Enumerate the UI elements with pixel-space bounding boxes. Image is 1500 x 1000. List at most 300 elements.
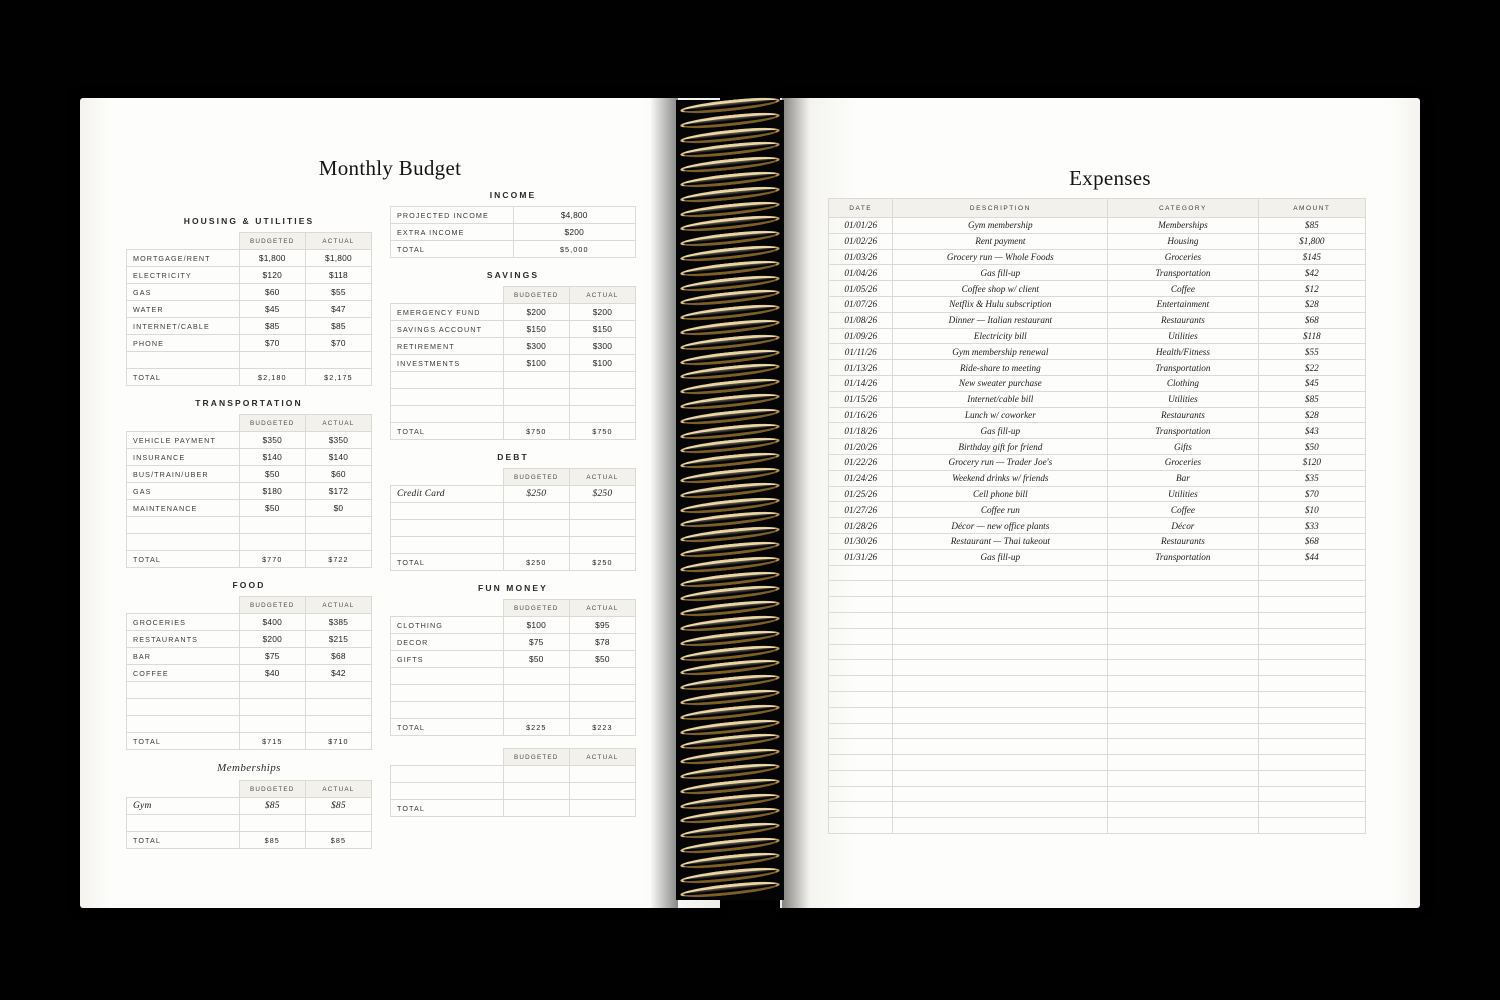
expense-category: Groceries xyxy=(1108,249,1258,265)
budget-section-title: SAVINGS xyxy=(486,270,540,280)
expense-row[interactable] xyxy=(829,486,1366,502)
budget-row[interactable] xyxy=(391,406,636,423)
expense-description: Dinner — Italian restaurant xyxy=(893,312,1108,328)
expense-date: 01/15/26 xyxy=(829,391,893,407)
expense-cell-empty xyxy=(893,676,1108,692)
budget-row-label xyxy=(127,517,240,534)
budget-col-header: BUDGETED xyxy=(503,749,569,766)
budget-row-actual: $85 xyxy=(305,318,371,335)
expense-row-empty[interactable] xyxy=(829,565,1366,581)
spiral-coil xyxy=(676,588,784,601)
budget-row[interactable] xyxy=(127,648,372,665)
expense-cell-empty xyxy=(1108,770,1258,786)
budget-total-actual: $710 xyxy=(305,733,371,750)
budget-row[interactable] xyxy=(127,352,372,369)
expense-row-empty[interactable] xyxy=(829,628,1366,644)
budget-row-label xyxy=(391,372,504,389)
budget-row-budgeted xyxy=(239,534,305,551)
expenses-col-header: AMOUNT xyxy=(1258,199,1365,218)
expense-date: 01/04/26 xyxy=(829,265,893,281)
budget-row[interactable] xyxy=(391,617,636,634)
budget-row[interactable] xyxy=(127,716,372,733)
expense-cell-empty xyxy=(1258,691,1365,707)
budget-row-actual: $60 xyxy=(305,466,371,483)
expense-row[interactable] xyxy=(829,549,1366,565)
budget-row[interactable] xyxy=(127,432,372,449)
expense-cell-empty xyxy=(829,612,893,628)
expense-amount: $55 xyxy=(1258,344,1365,360)
budget-row-label: Credit Card xyxy=(391,486,504,503)
expense-amount: $12 xyxy=(1258,281,1365,297)
budget-col-header: ACTUAL xyxy=(305,233,371,250)
expense-cell-empty xyxy=(829,818,893,834)
budget-row-actual: $300 xyxy=(569,338,635,355)
expense-cell-empty xyxy=(893,581,1108,597)
budget-row[interactable] xyxy=(127,614,372,631)
budget-row-label xyxy=(127,815,240,832)
budget-row-actual xyxy=(569,766,635,783)
expense-amount: $28 xyxy=(1258,296,1365,312)
budget-row-actual xyxy=(305,699,371,716)
spiral-coil xyxy=(676,677,784,690)
spiral-coil xyxy=(676,115,784,128)
budget-row-budgeted: $120 xyxy=(239,267,305,284)
spiral-coil xyxy=(676,278,784,291)
budget-row-actual: $95 xyxy=(569,617,635,634)
budget-row[interactable] xyxy=(391,685,636,702)
budget-total-budgeted: $250 xyxy=(503,554,569,571)
spiral-coil xyxy=(676,781,784,794)
expense-row-empty[interactable] xyxy=(829,802,1366,818)
budget-row-label: MORTGAGE/RENT xyxy=(127,250,240,267)
budget-row-label: INSURANCE xyxy=(127,449,240,466)
spiral-coil xyxy=(676,470,784,483)
budget-row-label xyxy=(391,520,504,537)
budget-row-budgeted xyxy=(503,372,569,389)
spiral-coil xyxy=(676,736,784,749)
budget-row[interactable] xyxy=(391,321,636,338)
budget-row[interactable] xyxy=(127,631,372,648)
expense-category: Transportation xyxy=(1108,549,1258,565)
budget-row[interactable] xyxy=(127,318,372,335)
budget-row-label xyxy=(391,389,504,406)
budget-col-header: BUDGETED xyxy=(239,415,305,432)
expense-amount: $68 xyxy=(1258,312,1365,328)
expense-cell-empty xyxy=(1108,707,1258,723)
budget-row[interactable] xyxy=(391,389,636,406)
expense-row[interactable] xyxy=(829,218,1366,234)
expense-cell-empty xyxy=(893,739,1108,755)
expense-cell-empty xyxy=(829,676,893,692)
budget-row[interactable] xyxy=(127,534,372,551)
expense-date: 01/14/26 xyxy=(829,375,893,391)
expense-row[interactable] xyxy=(829,518,1366,534)
budget-header-blank xyxy=(127,781,240,798)
budget-row-budgeted: $50 xyxy=(239,466,305,483)
budget-row-actual: $118 xyxy=(305,267,371,284)
expense-category: Housing xyxy=(1108,233,1258,249)
budget-row[interactable] xyxy=(127,449,372,466)
budget-total-label: TOTAL xyxy=(391,800,504,817)
budget-header-row xyxy=(391,749,636,766)
expense-row[interactable] xyxy=(829,265,1366,281)
spiral-coil xyxy=(676,796,784,809)
expense-amount: $35 xyxy=(1258,470,1365,486)
spiral-coil xyxy=(676,485,784,498)
expense-description: Birthday gift for friend xyxy=(893,439,1108,455)
spiral-coil xyxy=(676,514,784,527)
expense-row-empty[interactable] xyxy=(829,644,1366,660)
expense-cell-empty xyxy=(1258,628,1365,644)
spiral-coil xyxy=(676,381,784,394)
budget-row-label: GAS xyxy=(127,483,240,500)
budget-row[interactable] xyxy=(127,267,372,284)
expense-row[interactable] xyxy=(829,233,1366,249)
expense-row[interactable] xyxy=(829,439,1366,455)
budget-row[interactable] xyxy=(391,304,636,321)
budget-header-row xyxy=(127,415,372,432)
budget-total-label: TOTAL xyxy=(127,369,240,386)
budget-row-budgeted xyxy=(503,783,569,800)
budget-row-budgeted: $75 xyxy=(239,648,305,665)
budget-row-label: CLOTHING xyxy=(391,617,504,634)
budget-row[interactable] xyxy=(127,699,372,716)
expense-row[interactable] xyxy=(829,360,1366,376)
budget-row-actual: $215 xyxy=(305,631,371,648)
budget-row-actual xyxy=(569,702,635,719)
budget-row-actual xyxy=(569,537,635,554)
expense-date: 01/08/26 xyxy=(829,312,893,328)
budget-column-left xyxy=(126,216,372,861)
expense-category: Clothing xyxy=(1108,375,1258,391)
expense-row[interactable] xyxy=(829,249,1366,265)
budget-row-budgeted: $70 xyxy=(239,335,305,352)
expense-cell-empty xyxy=(893,707,1108,723)
expense-cell-empty xyxy=(829,628,893,644)
expense-row[interactable] xyxy=(829,296,1366,312)
spiral-coil xyxy=(676,751,784,764)
expense-row-empty[interactable] xyxy=(829,739,1366,755)
expense-amount: $118 xyxy=(1258,328,1365,344)
budget-section-title: HOUSING & UTILITIES xyxy=(183,216,315,226)
expense-category: Utilities xyxy=(1108,391,1258,407)
expense-row-empty[interactable] xyxy=(829,581,1366,597)
budget-row[interactable] xyxy=(391,503,636,520)
expense-date: 01/20/26 xyxy=(829,439,893,455)
spiral-coil xyxy=(676,884,784,897)
expenses-body xyxy=(829,218,1366,834)
budget-header-row xyxy=(127,597,372,614)
budget-total-actual: $85 xyxy=(305,832,371,849)
budget-row-budgeted xyxy=(239,517,305,534)
expense-cell-empty xyxy=(893,691,1108,707)
gutter-shadow-right xyxy=(782,98,810,908)
budget-section xyxy=(390,452,636,571)
expense-category: Health/Fitness xyxy=(1108,344,1258,360)
budget-row-budgeted xyxy=(239,815,305,832)
expense-cell-empty xyxy=(1108,755,1258,771)
expense-cell-empty xyxy=(829,660,893,676)
budget-total-row xyxy=(127,551,372,568)
budget-header-blank xyxy=(391,469,504,486)
budget-row-budgeted: $45 xyxy=(239,301,305,318)
spiral-coil xyxy=(676,337,784,350)
expense-row-empty[interactable] xyxy=(829,660,1366,676)
spiral-coil xyxy=(676,559,784,572)
expense-category: Coffee xyxy=(1108,502,1258,518)
expense-row-empty[interactable] xyxy=(829,676,1366,692)
budget-total-row xyxy=(391,800,636,817)
expense-cell-empty xyxy=(1108,581,1258,597)
budget-row-actual: $150 xyxy=(569,321,635,338)
budget-total-actual: $722 xyxy=(305,551,371,568)
budget-total-budgeted: $225 xyxy=(503,719,569,736)
budget-row-actual: $140 xyxy=(305,449,371,466)
expense-row-empty[interactable] xyxy=(829,612,1366,628)
expense-row-empty[interactable] xyxy=(829,691,1366,707)
spiral-coil xyxy=(676,159,784,172)
spiral-coil xyxy=(676,174,784,187)
expense-date: 01/13/26 xyxy=(829,360,893,376)
expense-amount: $10 xyxy=(1258,502,1365,518)
budget-header-row xyxy=(391,469,636,486)
expense-cell-empty xyxy=(893,723,1108,739)
expense-amount: $43 xyxy=(1258,423,1365,439)
budget-row-budgeted xyxy=(503,406,569,423)
budget-section-title: TRANSPORTATION xyxy=(195,398,303,408)
budget-row-actual xyxy=(569,503,635,520)
expense-row-empty[interactable] xyxy=(829,786,1366,802)
budget-row[interactable] xyxy=(127,500,372,517)
budget-section-title: FOOD xyxy=(232,580,266,590)
budget-row[interactable] xyxy=(391,766,636,783)
budget-row[interactable] xyxy=(391,537,636,554)
expense-cell-empty xyxy=(829,786,893,802)
budget-row[interactable] xyxy=(391,338,636,355)
expense-description: Lunch w/ coworker xyxy=(893,407,1108,423)
left-page xyxy=(80,98,720,908)
budget-row-budgeted: $200 xyxy=(503,304,569,321)
expense-amount: $85 xyxy=(1258,391,1365,407)
budget-row-label: VEHICLE PAYMENT xyxy=(127,432,240,449)
spiral-coil xyxy=(676,574,784,587)
budget-header-row xyxy=(391,600,636,617)
budget-row[interactable] xyxy=(391,207,636,224)
budget-header-row xyxy=(127,233,372,250)
budget-total-budgeted: $715 xyxy=(239,733,305,750)
budget-row-value: $4,800 xyxy=(513,207,636,224)
budget-row-budgeted: $350 xyxy=(239,432,305,449)
budget-row[interactable] xyxy=(391,651,636,668)
budget-row[interactable] xyxy=(391,355,636,372)
expense-date: 01/01/26 xyxy=(829,218,893,234)
expense-row-empty[interactable] xyxy=(829,597,1366,613)
budget-row-budgeted: $250 xyxy=(503,486,569,503)
expense-row[interactable] xyxy=(829,454,1366,470)
budget-total-label: TOTAL xyxy=(391,719,504,736)
expense-date: 01/09/26 xyxy=(829,328,893,344)
budget-total-actual: $223 xyxy=(569,719,635,736)
expense-date: 01/07/26 xyxy=(829,296,893,312)
budget-table xyxy=(126,232,372,386)
spiral-coil xyxy=(676,189,784,202)
budget-row-budgeted: $85 xyxy=(239,318,305,335)
expense-cell-empty xyxy=(893,770,1108,786)
expense-row[interactable] xyxy=(829,423,1366,439)
budget-row-label: SAVINGS ACCOUNT xyxy=(391,321,504,338)
budget-row-label: RESTAURANTS xyxy=(127,631,240,648)
budget-row[interactable] xyxy=(127,466,372,483)
expense-row[interactable] xyxy=(829,312,1366,328)
budget-row[interactable] xyxy=(127,517,372,534)
expense-date: 01/16/26 xyxy=(829,407,893,423)
budget-row[interactable] xyxy=(391,520,636,537)
expense-cell-empty xyxy=(829,707,893,723)
budget-row[interactable] xyxy=(391,634,636,651)
expense-cell-empty xyxy=(1258,755,1365,771)
budget-table xyxy=(126,596,372,750)
expense-category: Décor xyxy=(1108,518,1258,534)
budget-row-label: MAINTENANCE xyxy=(127,500,240,517)
budget-total-budgeted: $750 xyxy=(503,423,569,440)
budget-row[interactable] xyxy=(391,486,636,503)
expense-category: Memberships xyxy=(1108,218,1258,234)
budget-row-label: BUS/TRAIN/UBER xyxy=(127,466,240,483)
budget-header-row xyxy=(127,781,372,798)
spiral-coil xyxy=(676,100,784,113)
budget-row-label: EMERGENCY FUND xyxy=(391,304,504,321)
budget-col-header: ACTUAL xyxy=(569,287,635,304)
budget-row-actual: $1,800 xyxy=(305,250,371,267)
expense-amount: $50 xyxy=(1258,439,1365,455)
budget-table xyxy=(126,414,372,568)
budget-header-blank xyxy=(391,749,504,766)
expense-row[interactable] xyxy=(829,391,1366,407)
expense-row[interactable] xyxy=(829,502,1366,518)
expense-cell-empty xyxy=(1258,802,1365,818)
spiral-coil xyxy=(676,810,784,823)
budget-row[interactable] xyxy=(391,224,636,241)
expenses-col-header: DATE xyxy=(829,199,893,218)
page-title-expenses: Expenses xyxy=(1069,166,1151,190)
budget-row[interactable] xyxy=(127,335,372,352)
expense-cell-empty xyxy=(1108,691,1258,707)
expense-date: 01/27/26 xyxy=(829,502,893,518)
expenses-table-wrap xyxy=(828,198,1366,834)
budget-header-blank xyxy=(391,600,504,617)
expense-date: 01/22/26 xyxy=(829,454,893,470)
spiral-binding xyxy=(676,100,784,900)
expense-cell-empty xyxy=(893,644,1108,660)
expense-row-empty[interactable] xyxy=(829,755,1366,771)
expense-description: New sweater purchase xyxy=(893,375,1108,391)
budget-row-label xyxy=(391,702,504,719)
budget-row[interactable] xyxy=(127,798,372,815)
expense-description: Grocery run — Trader Joe's xyxy=(893,454,1108,470)
expense-cell-empty xyxy=(1258,676,1365,692)
budget-row-budgeted: $100 xyxy=(503,617,569,634)
budget-row[interactable] xyxy=(127,301,372,318)
expense-cell-empty xyxy=(829,581,893,597)
expenses-col-header: CATEGORY xyxy=(1108,199,1258,218)
budget-row-label xyxy=(391,766,504,783)
expense-cell-empty xyxy=(893,755,1108,771)
spiral-coil xyxy=(676,544,784,557)
expense-row[interactable] xyxy=(829,407,1366,423)
expense-cell-empty xyxy=(829,723,893,739)
expense-amount: $120 xyxy=(1258,454,1365,470)
budget-row-label: RETIREMENT xyxy=(391,338,504,355)
budget-header-blank xyxy=(127,233,240,250)
expense-row[interactable] xyxy=(829,533,1366,549)
budget-row[interactable] xyxy=(127,250,372,267)
spiral-coil xyxy=(676,455,784,468)
expense-cell-empty xyxy=(829,770,893,786)
budget-section-title: Memberships xyxy=(217,762,281,774)
expense-category: Entertainment xyxy=(1108,296,1258,312)
budget-row[interactable] xyxy=(127,284,372,301)
budget-row-actual xyxy=(569,783,635,800)
expense-row[interactable] xyxy=(829,375,1366,391)
budget-total-label: TOTAL xyxy=(391,554,504,571)
budget-row-actual: $350 xyxy=(305,432,371,449)
budget-header-blank xyxy=(127,415,240,432)
budget-row[interactable] xyxy=(391,702,636,719)
spiral-coil xyxy=(676,233,784,246)
expense-row[interactable] xyxy=(829,328,1366,344)
expense-cell-empty xyxy=(1108,565,1258,581)
expense-description: Grocery run — Whole Foods xyxy=(893,249,1108,265)
expense-amount: $44 xyxy=(1258,549,1365,565)
budget-section xyxy=(390,748,636,817)
budget-row[interactable] xyxy=(391,783,636,800)
budget-section-title: INCOME xyxy=(489,190,537,200)
budget-row-actual: $172 xyxy=(305,483,371,500)
budget-row-label xyxy=(391,503,504,520)
expense-amount: $42 xyxy=(1258,265,1365,281)
expense-amount: $33 xyxy=(1258,518,1365,534)
expense-row-empty[interactable] xyxy=(829,770,1366,786)
expense-cell-empty xyxy=(1258,723,1365,739)
expense-row[interactable] xyxy=(829,344,1366,360)
budget-row[interactable] xyxy=(127,815,372,832)
expense-amount: $1,800 xyxy=(1258,233,1365,249)
expense-row[interactable] xyxy=(829,281,1366,297)
expense-description: Cell phone bill xyxy=(893,486,1108,502)
budget-row[interactable] xyxy=(391,668,636,685)
budget-row-label: GIFTS xyxy=(391,651,504,668)
expense-row-empty[interactable] xyxy=(829,707,1366,723)
expense-amount: $22 xyxy=(1258,360,1365,376)
budget-col-header: ACTUAL xyxy=(305,415,371,432)
budget-row-label: Gym xyxy=(127,798,240,815)
expense-row-empty[interactable] xyxy=(829,818,1366,834)
budget-row[interactable] xyxy=(127,682,372,699)
budget-row-actual: $0 xyxy=(305,500,371,517)
expense-row-empty[interactable] xyxy=(829,723,1366,739)
budget-row-budgeted xyxy=(503,685,569,702)
expense-cell-empty xyxy=(1258,660,1365,676)
budget-row[interactable] xyxy=(127,483,372,500)
expense-row[interactable] xyxy=(829,470,1366,486)
budget-row[interactable] xyxy=(127,665,372,682)
spiral-coil xyxy=(676,307,784,320)
expense-date: 01/30/26 xyxy=(829,533,893,549)
expense-date: 01/31/26 xyxy=(829,549,893,565)
budget-row-budgeted xyxy=(503,537,569,554)
budget-row[interactable] xyxy=(391,372,636,389)
expense-cell-empty xyxy=(829,597,893,613)
